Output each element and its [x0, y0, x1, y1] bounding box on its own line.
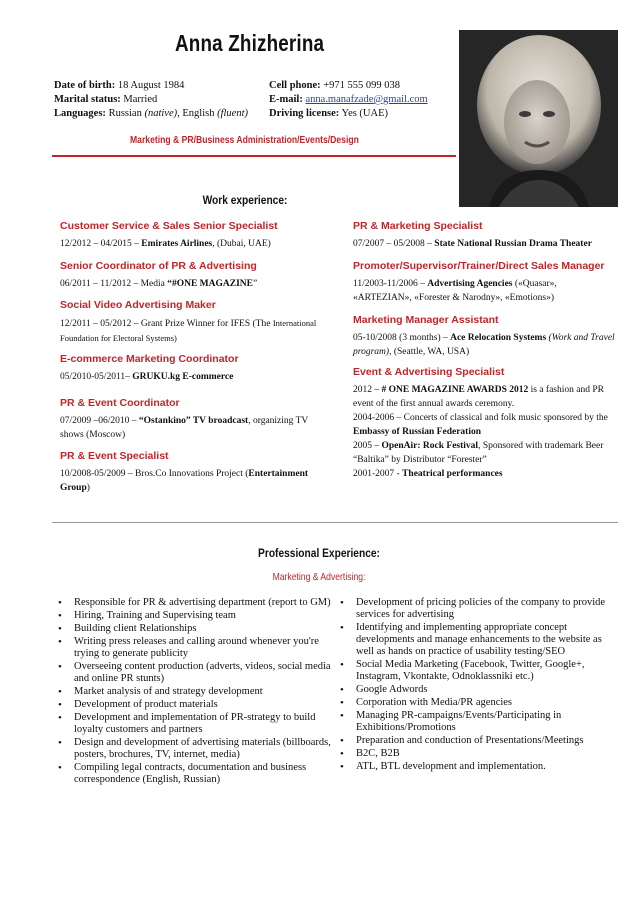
skill-item: • Identifying and implementing appropriate concept developments and manage enhancements to the website as well as hands on practice of usability testing/SEO [334, 622, 612, 658]
job-entry [60, 219, 320, 251]
personal-info-left: Date of birth: 18 August 1984 Marital status: Married Languages: Russian (native), English (fluent) [54, 80, 248, 119]
job-description: 05/2010-05/2011– GRUKU.kg E-commerce [60, 372, 234, 382]
job-description: 2012 – # ONE MAGAZINE AWARDS 2012 is a fashion and PR event of the first annual awards ceremony. 2004-2006 – Concerts of classical and folk music sponsored by the Embassy of Russian Federation 2005 – OpenAir: Rock Festival, Sponsored with trademark Beer “Baltika” by Distributor “Forester” 2001-2007 - Theatrical performances [353, 385, 608, 479]
job-entry [353, 259, 616, 305]
job-entry [353, 365, 616, 481]
marital-label: Marital status: [54, 94, 121, 105]
skill-item: • Corporation with Media/PR agencies [334, 697, 612, 709]
job-description: 05-10/2008 (3 months) – Ace Relocation Systems (Work and Travel program), (Seattle, WA, USA) [353, 333, 615, 357]
job-description: 12/2011 – 05/2012 – Grant Prize Winner for IFES (The International Foundation for Electoral Systems) [60, 318, 317, 343]
work-column-left [60, 219, 320, 495]
job-entry [353, 219, 616, 251]
skill-item: • Social Media Marketing (Facebook, Twitter, Google+, Instagram, Vkontakte, Odnoklassniki etc.) [334, 659, 612, 683]
personal-info-right [269, 79, 459, 121]
job-description: 12/2012 – 04/2015 – Emirates Airlines, (Dubai, UAE) [60, 239, 271, 249]
skill-item: • Google Adwords [334, 684, 612, 696]
email-label: E-mail: [269, 94, 303, 105]
languages-label: Languages: [54, 108, 106, 119]
job-title: Social Video Advertising Maker [60, 299, 216, 311]
work-experience-heading: Work experience: [202, 193, 288, 207]
marketing-advertising-subheading: Marketing & Advertising: [272, 571, 366, 583]
job-title: PR & Marketing Specialist [353, 220, 483, 232]
license-value: Yes (UAE) [341, 108, 389, 119]
skill-item: • Development and implementation of PR-strategy to build loyalty customers and partners [52, 712, 342, 736]
phone-value: +971 555 099 038 [323, 80, 401, 91]
job-entry [60, 396, 320, 442]
skill-item: • Preparation and conduction of Presentations/Meetings [334, 735, 612, 747]
job-title: Event & Advertising Specialist [353, 366, 505, 378]
skill-item: • B2C, B2B [334, 748, 612, 760]
portrait-photo [459, 30, 618, 207]
skill-item: • Managing PR-campaigns/Events/Participating in Exhibitions/Promotions [334, 710, 612, 734]
job-description: 06/2011 – 11/2012 – Media “#ONE MAGAZINE” [60, 279, 258, 289]
skill-item: • Building client Relationships [52, 623, 342, 635]
job-description: 10/2008-05/2009 – Bros.Co Innovations Project (Entertainment Group) [60, 469, 309, 493]
job-entry [60, 259, 320, 291]
skills-list-right [334, 597, 612, 774]
skill-item: • Compiling legal contracts, documentation and business correspondence (English, Russian) [52, 762, 342, 786]
license-label: Driving license: [269, 108, 340, 119]
job-title: E-commerce Marketing Coordinator [60, 353, 239, 365]
job-entry [60, 352, 320, 384]
job-title: Promoter/Supervisor/Trainer/Direct Sales Manager [353, 260, 605, 272]
job-title: Customer Service & Sales Senior Specialist [60, 220, 278, 232]
professional-experience-heading: Professional Experience: [258, 546, 380, 560]
skill-item: • Writing press releases and calling around whenever you're trying to generate publicity [52, 636, 342, 660]
job-entry [60, 298, 320, 346]
email-link[interactable]: anna.manafzade@gmail.com [305, 94, 428, 105]
phone-label: Cell phone: [269, 80, 321, 91]
dob-label: Date of birth: [54, 80, 116, 91]
job-title: PR & Event Coordinator [60, 397, 180, 409]
career-tagline: Marketing & PR/Business Administration/Events/Design [130, 134, 359, 146]
job-description: 11/2003-11/2006 – Advertising Agencies («Quasar», «ARTEZIAN», «Forester & Narodny», «Emotions») [353, 279, 557, 303]
candidate-name: Anna Zhizherina [175, 30, 325, 56]
skill-item: • Design and development of advertising materials (billboards, posters, brochures, TV, internet, media) [52, 737, 342, 761]
header-divider [52, 155, 456, 157]
work-column-right [353, 219, 616, 481]
skill-item: • Responsible for PR & advertising department (report to GM) [52, 597, 342, 609]
skill-item: • Development of product materials [52, 699, 342, 711]
skills-list-left [52, 597, 342, 787]
skill-item: • Hiring, Training and Supervising team [52, 610, 342, 622]
skill-item: • Development of pricing policies of the company to provide services for advertising [334, 597, 612, 621]
dob-value: 18 August 1984 [117, 80, 185, 91]
job-entry [60, 449, 320, 495]
job-description: 07/2009 –06/2010 – “Ostankino” TV broadcast, organizing TV shows (Moscow) [60, 416, 309, 440]
skill-item: • Market analysis of and strategy development [52, 686, 342, 698]
job-title: Senior Coordinator of PR & Advertising [60, 260, 257, 272]
job-title: PR & Event Specialist [60, 450, 169, 462]
marital-value: Married [123, 94, 158, 105]
job-description: 07/2007 – 05/2008 – State National Russian Drama Theater [353, 239, 592, 249]
job-entry [353, 313, 616, 359]
skill-item: • ATL, BTL development and implementation. [334, 761, 612, 773]
job-title: Marketing Manager Assistant [353, 314, 499, 326]
section-divider [52, 522, 618, 523]
skill-item: • Overseeing content production (adverts, videos, social media and online PR stunts) [52, 661, 342, 685]
